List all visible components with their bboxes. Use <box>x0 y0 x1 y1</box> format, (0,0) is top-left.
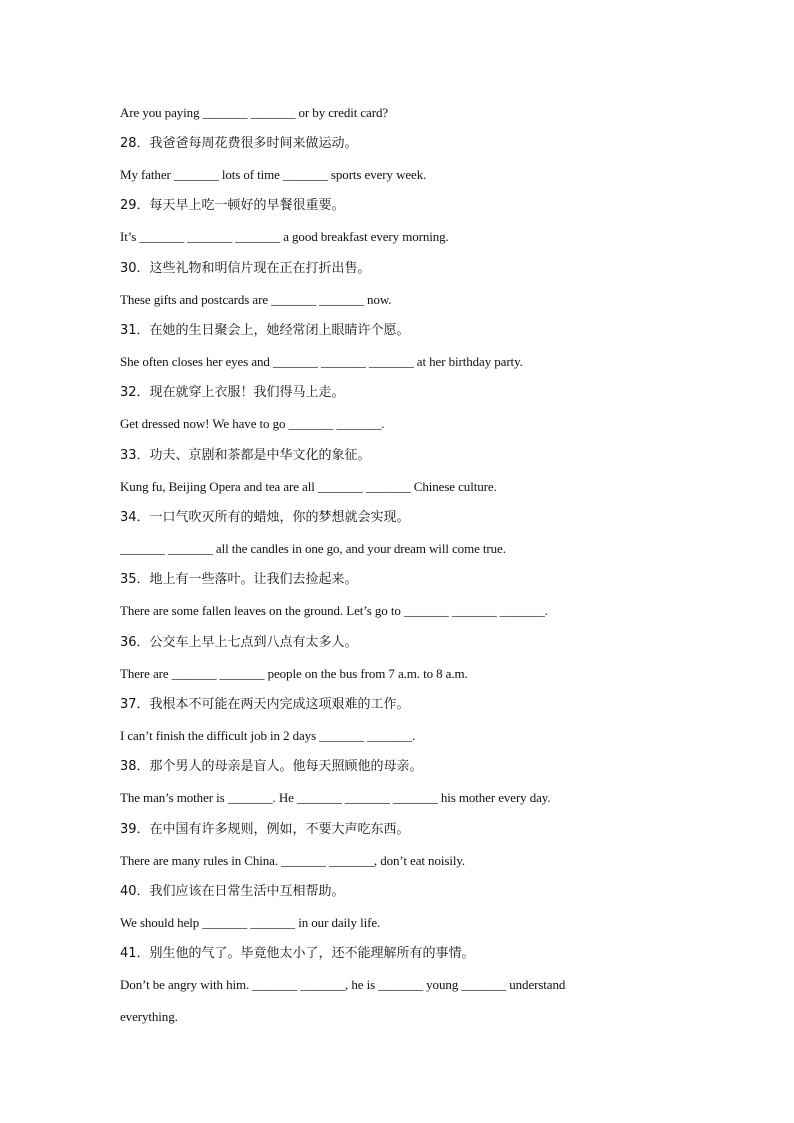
question-41: 41．别生他的气了。毕竟他太小了，还不能理解所有的事情。 <box>120 946 475 961</box>
answer-line-39: There are many rules in China. _______ _______, don’t eat noisily. <box>120 853 466 868</box>
question-38: 38．那个男人的母亲是盲人。他每天照顾他的母亲。 <box>120 759 423 774</box>
question-33: 33．功夫、京剧和茶都是中华文化的象征。 <box>120 448 371 463</box>
answer-line-40: We should help _______ _______ in our daily life. <box>120 915 381 930</box>
answer-line-27: Are you paying _______ _______ or by credit card? <box>120 105 389 120</box>
question-32: 32．现在就穿上衣服！我们得马上走。 <box>120 385 345 400</box>
question-29: 29．每天早上吃一顿好的早餐很重要。 <box>120 198 345 213</box>
question-34: 34．一口气吹灭所有的蜡烛，你的梦想就会实现。 <box>120 510 410 525</box>
answer-line-41-continued: everything. <box>120 1009 178 1024</box>
answer-line-36: There are _______ _______ people on the bus from 7 a.m. to 8 a.m. <box>120 666 468 681</box>
answer-line-41: Don’t be angry with him. _______ _______, he is _______ young _______ understand <box>120 977 566 992</box>
question-30: 30．这些礼物和明信片现在正在打折出售。 <box>120 261 371 276</box>
answer-line-35: There are some fallen leaves on the ground. Let’s go to _______ _______ _______. <box>120 603 548 618</box>
question-37: 37．我根本不可能在两天内完成这项艰难的工作。 <box>120 697 410 712</box>
question-36: 36．公交车上早上七点到八点有太多人。 <box>120 635 358 650</box>
question-39: 39．在中国有许多规则，例如，不要大声吃东西。 <box>120 822 410 837</box>
question-28: 28．我爸爸每周花费很多时间来做运动。 <box>120 136 358 151</box>
answer-line-28: My father _______ lots of time _______ sports every week. <box>120 167 427 182</box>
answer-line-31: She often closes her eyes and _______ _______ _______ at her birthday party. <box>120 354 523 369</box>
question-31: 31．在她的生日聚会上，她经常闭上眼睛许个愿。 <box>120 323 410 338</box>
answer-line-29: It’s _______ _______ _______ a good breakfast every morning. <box>120 229 449 244</box>
question-35: 35．地上有一些落叶。让我们去捡起来。 <box>120 572 358 587</box>
answer-line-37: I can’t finish the difficult job in 2 days _______ _______. <box>120 728 416 743</box>
answer-line-38: The man’s mother is _______. He _______ _______ _______ his mother every day. <box>120 790 551 805</box>
answer-line-32: Get dressed now! We have to go _______ _______. <box>120 416 385 431</box>
answer-line-30: These gifts and postcards are _______ _______ now. <box>120 292 392 307</box>
answer-line-33: Kung fu, Beijing Opera and tea are all _______ _______ Chinese culture. <box>120 479 497 494</box>
question-40: 40．我们应该在日常生活中互相帮助。 <box>120 884 345 899</box>
answer-line-34: _______ _______ all the candles in one go, and your dream will come true. <box>120 541 506 556</box>
